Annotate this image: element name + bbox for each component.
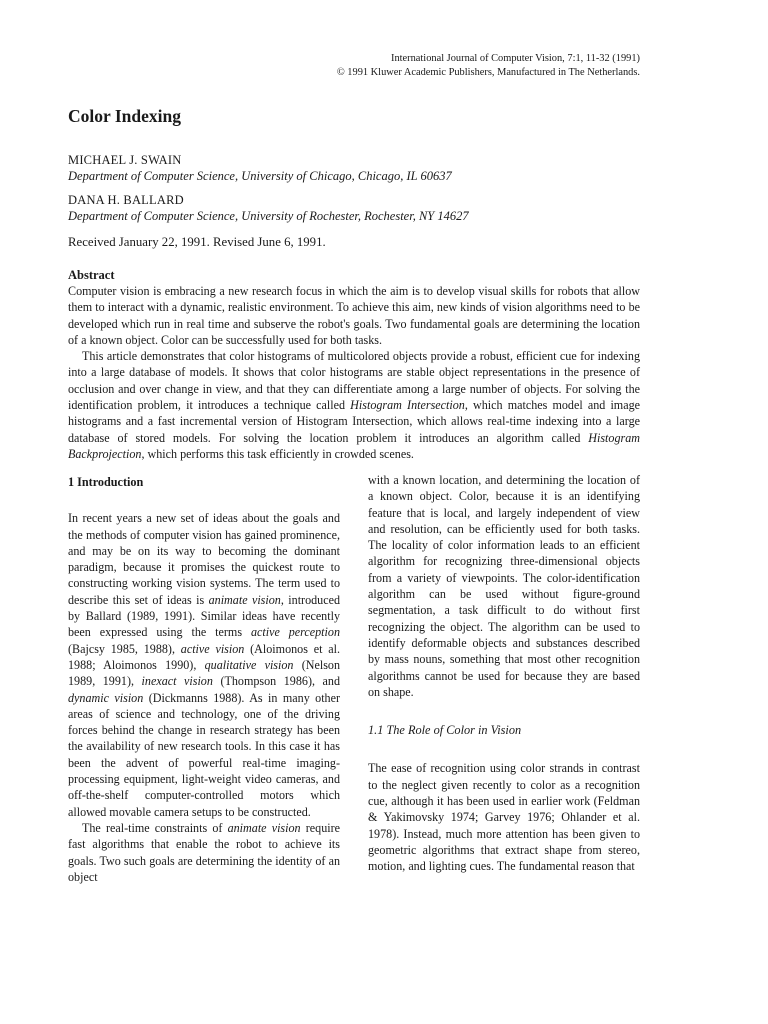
paper-title: Color Indexing [68,106,181,126]
author-name: DANA H. BALLARD [68,193,184,207]
received-dates: Received January 22, 1991. Revised June 6, 1991. [68,235,326,249]
subsection-heading: 1.1 The Role of Color in Vision [368,723,522,738]
body-paragraph: The ease of recognition using color strands in contrast to the neglect given recently to color as a recognition cue, although it has been used in earlier work (Feldman & Yakimovsky 1974; Garvey 1976; Ohlander et al. 1978). Instead, much more attention has been given to geometric algorithms that extract shape from stereo, motion, and lighting cues. The fundamental reason that [368,761,640,874]
body-paragraph: The real-time constraints of animate vision require fast algorithms that enable the robot to achieve its goals. Two such goals are determining the identity of an object [68,820,340,884]
journal-citation [337,52,640,80]
right-column [368,472,640,875]
author-name: MICHAEL J. SWAIN [68,153,182,167]
abstract-paragraph: This article demonstrates that color histograms of multicolored objects provide a robust, efficient cue for indexing into a large database of models. It shows that color histograms are stable object representations in the presence of occlusion and over change in view, and that they can differentiate among a large number of objects. For solving the identification problem, it introduces a technique called Histogram Intersection, which matches model and image histograms and a fast incremental version of Histogram Intersection, which allows real-time indexing into a large database of stored models. For solving the location problem it introduces an algorithm called Histogram Backprojection, which performs this task efficiently in crowded scenes. [68,349,640,461]
abstract [68,268,640,462]
author-block [68,152,648,250]
body-paragraph: In recent years a new set of ideas about the goals and the methods of computer vision has gained prominence, and may be on its way to becoming the dominant paradigm, because it promises the quickest route to constructing working vision systems. The term used to describe this set of ideas is animate vision, introduced by Ballard (1989, 1991). Similar ideas have recently been expressed using the terms active perception (Bajcsy 1985, 1988), active vision (Aloimonos et al. 1988; Aloimonos 1990), qualitative vision (Nelson 1989, 1991), inexact vision (Thompson 1986), and dynamic vision (Dickmanns 1988). As in many other areas of science and technology, one of the driving forces behind the change in research strategy has been the availability of new research tools. In this case it has been the advent of powerful real-time imaging-processing equipment, light-weight video cameras, and off-the-shelf computer-controlled motors which allowed movable camera setups to be constructed. [68,511,341,819]
body-paragraph: with a known location, and determining the location of a known object. Color, because it is an identifying feature that is local, and largely independent of view and resolution, can be efficiently used for both tasks. The locality of color information leads to an efficient algorithm for recognizing three-dimensional objects from a variety of viewpoints. The color-identification algorithm can be used without figure-ground segmentation, a task difficult to do without first recognizing the object. The algorithm can be used to identify deformable objects and substances described by mass nouns, something that most other recognition algorithms cannot be used for because they are based on shape. [368,473,640,699]
journal-line: International Journal of Computer Vision, 7:1, 11-32 (1991) [391,53,640,64]
section-heading: 1 Introduction [68,475,144,489]
abstract-heading: Abstract [68,268,115,282]
left-column [68,474,340,885]
abstract-paragraph: Computer vision is embracing a new research focus in which the aim is to develop visual skills for robots that allow them to interact with a dynamic, realistic environment. To achieve this aim, new kinds of vision algorithms need to be developed which run in real time and subserve the robot's goals. Two fundamental goals are determining the location of a known object. Color can be successfully used for both tasks. [68,284,640,347]
copyright-line: © 1991 Kluwer Academic Publishers, Manufactured in The Netherlands. [336,67,640,78]
author-affiliation: Department of Computer Science, University of Rochester, Rochester, NY 14627 [68,209,469,223]
author-affiliation: Department of Computer Science, University of Chicago, Chicago, IL 60637 [68,169,452,183]
